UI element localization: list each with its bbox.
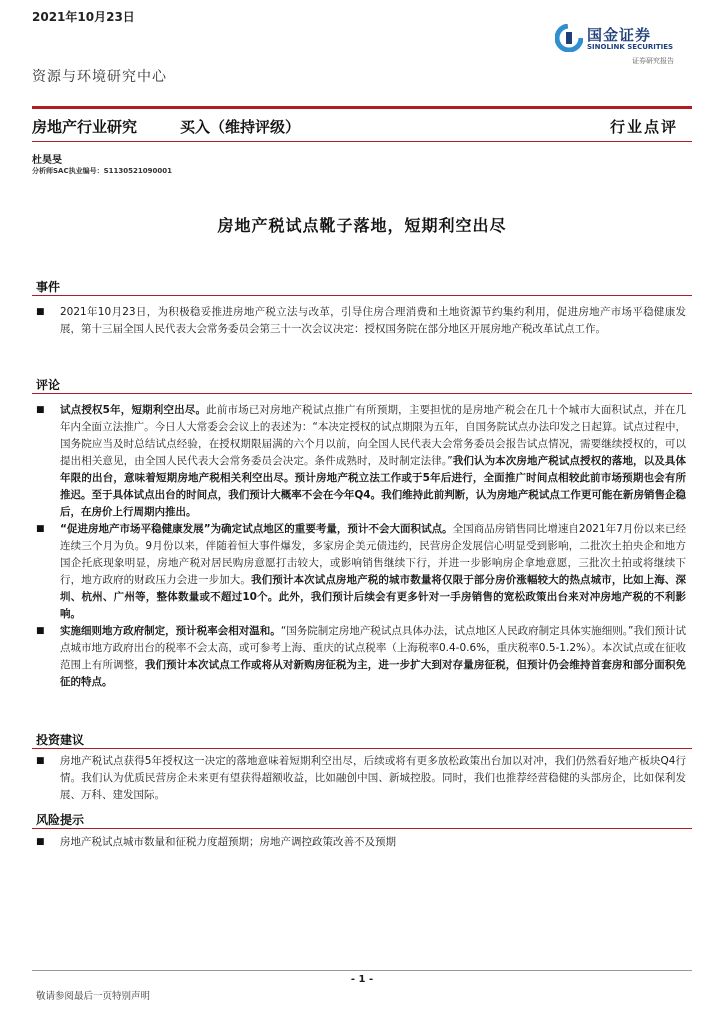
bullet-item — [36, 753, 686, 804]
section-body-risk — [36, 834, 686, 851]
bullet-text — [60, 834, 686, 851]
bold-text: 实施细则地方政府制定，预计税率会相对温和。 — [60, 625, 281, 637]
logo-name-en: SINOLINK SECURITIES — [587, 43, 674, 51]
bullet-square-icon: ■ — [36, 756, 45, 766]
body-text: 全国商品房销售同比增速自2021年7月份以来已经连续三个月为负。9月份以来，伴随着恒大事件爆发，多家房企美元债违约，民营房企发展信心明显受到影响，二批次土拍央企和地方国企托底现象明显，房地产税对居民购房意愿打击较大，或影响销售继续下行，并进一步影响房企拿地意愿，三批次土拍或将继续下行，地方政府的财政压力会进一步加大。 — [60, 523, 686, 586]
bold-text: “促进房地产市场平稳健康发展”为确定试点地区的重要考量，预计不会大面积试点。 — [60, 523, 453, 535]
bullet-square-icon: ■ — [36, 626, 45, 636]
research-center: 资源与环境研究中心 — [32, 69, 167, 85]
analyst-license: 分析师SAC执业编号：S1130521090001 — [32, 167, 172, 175]
body-text: 房地产税试点城市数量和征税力度超预期；房地产调控政策改善不及预期 — [60, 836, 396, 848]
section-body-comment — [36, 402, 686, 691]
bullet-square-icon: ■ — [36, 524, 45, 534]
bold-text: 我们认为本次房地产税试点授权的落地，以及具体年限的出台，意味着短期房地产税相关利空出尽。预计房地产税立法工作或于5年后进行，全面推广时间点相较此前市场预期也会有所推迟。至于具体试点出台的时间点，我们预计大概率不会在今年Q4。我们维持此前判断，认为房地产税试点工作更可能在新房销售企稳后，在房价上行周期内推出。 — [60, 455, 686, 518]
body-text: 房地产税试点获得5年授权这一决定的落地意味着短期利空出尽，后续或将有更多放松政策出台加以对冲，我们仍然看好地产板块Q4行情。我们认为优质民营房企未来更有望获得超额收益，比如融创中国、新城控股。同时，我们也推荐经营稳健的头部房企，比如保利发展、万科、建发国际。 — [60, 755, 686, 801]
bullet-square-icon: ■ — [36, 837, 45, 847]
footer-disclaimer: 敬请参阅最后一页特别声明 — [36, 991, 151, 1002]
footer-rule — [32, 970, 692, 971]
header-rule — [32, 106, 692, 109]
section-title-investment: 投资建议 — [36, 733, 85, 747]
analyst-name: 杜昊旻 — [32, 155, 62, 166]
section-title-risk: 风险提示 — [36, 813, 85, 827]
report-date: 2021年10月23日 — [32, 10, 135, 24]
section-rule-risk — [32, 828, 692, 829]
bullet-text — [60, 753, 686, 804]
logo-tagline: 证券研究报告 — [632, 57, 674, 65]
doc-type-label: 行业点评 — [610, 118, 679, 136]
body-text: 2021年10月23日，为积极稳妥推进房地产税立法与改革，引导住房合理消费和土地资源节约集约利用，促进房地产市场平稳健康发展，第十三届全国人民代表大会常务委员会第三十一次会议决定：授权国务院在部分地区开展房地产税改革试点工作。 — [60, 306, 686, 335]
bullet-item — [36, 623, 686, 691]
rating-label: 买入（维持评级） — [180, 118, 301, 136]
bullet-square-icon: ■ — [36, 405, 45, 415]
bold-text: 试点授权5年，短期利空出尽。 — [60, 404, 207, 416]
body-text: “国务院制定房地产税试点具体办法，试点地区人民政府制定具体实施细则。”我们预计试点城市地方政府出台的税率不会太高，或可参考上海、重庆的试点税率（上海税率0.4-0.6%，重庆税率0.5-1.2%）。本次试点或在征收范围上有所调整， — [60, 625, 686, 671]
section-body-investment — [36, 753, 686, 804]
page-number: - 1 - — [350, 974, 374, 985]
bullet-text — [60, 402, 686, 521]
bullet-text — [60, 521, 686, 623]
bold-text: 我们预计本次试点工作或将从对新购房征税为主，进一步扩大到对存量房征税，但预计仍会维持首套房和部分面积免征的特点。 — [60, 659, 687, 688]
section-rule-event — [32, 295, 692, 296]
bold-text: 我们预计本次试点房地产税的城市数量将仅限于部分房价涨幅较大的热点城市，比如上海、深圳、杭州、广州等，整体数量或不超过10个。此外，我们预计后续会有更多针对一手房销售的宽松政策出台来对冲房地产税的不利影响。 — [60, 574, 687, 620]
sinolink-logo-icon — [555, 24, 583, 52]
logo-name-cn: 国金证券 — [587, 26, 652, 44]
bullet-text — [60, 304, 686, 338]
section-rule-comment — [32, 393, 692, 394]
sinolink-logo — [555, 22, 705, 66]
bullet-item — [36, 834, 686, 851]
section-title-event: 事件 — [36, 280, 61, 294]
section-title-comment: 评论 — [36, 378, 61, 392]
report-title: 房地产税试点靴子落地，短期利空出尽 — [217, 216, 507, 235]
section-body-event — [36, 304, 686, 338]
body-text: 此前市场已对房地产税试点推广有所预期，主要担忧的是房地产税会在几十个城市大面积试点，并在几年内全面立法推广。今日人大常委会会议上的表述为：“本决定授权的试点期限为五年，自国务院试点办法印发之日起算。试点过程中，国务院应当及时总结试点经验，在授权期限届满的六个月以前，向全国人民代表大会常务委员会报告试点情况，需要继续授权的，可以提出相关意见，由全国人民代表大会常务委员会决定。条件成熟时，及时制定法律。” — [60, 404, 687, 467]
industry-label: 房地产行业研究 — [32, 118, 138, 136]
bullet-text — [60, 623, 686, 691]
header-subrule — [32, 141, 692, 142]
bullet-square-icon: ■ — [36, 307, 45, 317]
bullet-item — [36, 304, 686, 338]
bullet-item — [36, 402, 686, 521]
bullet-item — [36, 521, 686, 623]
section-rule-investment — [32, 748, 692, 749]
